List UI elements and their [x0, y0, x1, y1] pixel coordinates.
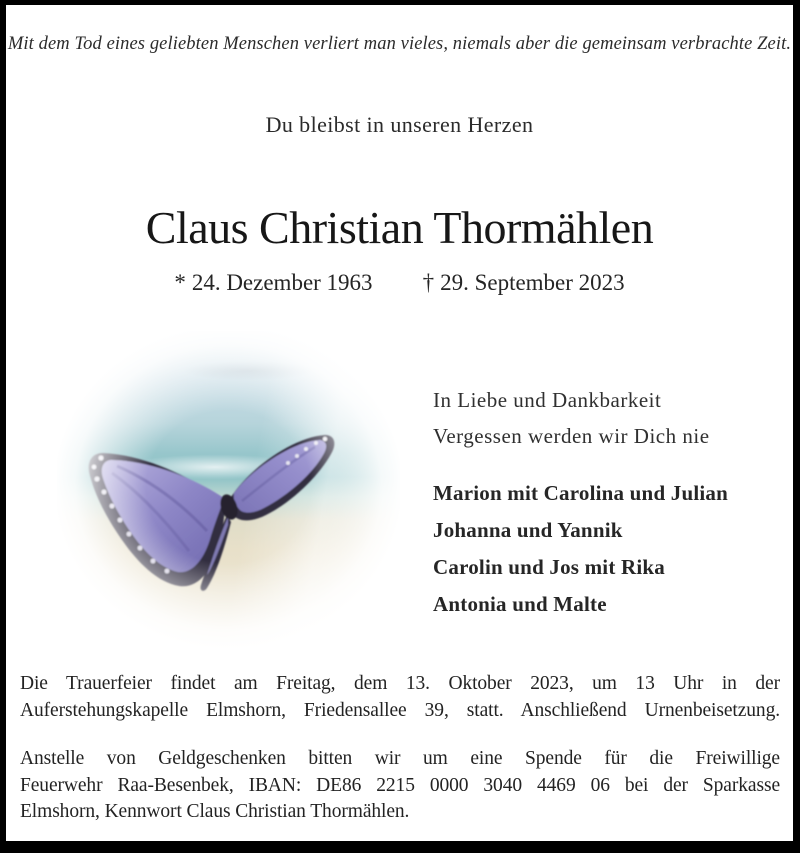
family-name: Marion mit Carolina und Julian — [433, 481, 728, 505]
tribute-line: Vergessen werden wir Dich nie — [433, 424, 710, 448]
birth-date-text: 24. Dezember 1963 — [191, 270, 373, 295]
donation-info-line: Anstelle von Geldgeschenken bitten wir um eine Spende für die Freiwillige — [20, 748, 780, 769]
family-name: Antonia und Malte — [433, 592, 607, 616]
donation-info-line: Elmshorn, Kennwort Claus Christian Thormählen. — [20, 801, 410, 822]
death-date — [423, 270, 625, 296]
born-star-symbol: * — [174, 270, 186, 295]
birth-date — [174, 270, 372, 296]
death-cross-symbol: † — [422, 270, 435, 295]
family-name: Johanna und Yannik — [433, 518, 623, 542]
butterfly-beach-photo — [57, 331, 400, 663]
tribute-line: In Liebe und Dankbarkeit — [433, 388, 662, 412]
funeral-info-line: Auferstehungskapelle Elmshorn, Friedensallee 39, statt. Anschließend Urnenbeisetzung. — [20, 699, 780, 721]
death-date-text: 29. September 2023 — [440, 270, 625, 295]
deceased-name: Claus Christian Thormählen — [145, 202, 654, 253]
family-name: Carolin und Jos mit Rika — [433, 555, 665, 579]
memorial-quote: Mit dem Tod eines geliebten Menschen verliert man vieles, niemals aber die gemeinsam verbrachte Zeit. — [7, 34, 792, 54]
funeral-info-paragraph — [20, 671, 780, 724]
tribute-text — [433, 382, 793, 454]
memorial-subtitle: Du bleibst in unseren Herzen — [265, 112, 534, 137]
donation-info-paragraph — [20, 746, 780, 826]
family-names — [433, 475, 793, 623]
donation-info-line: Feuerwehr Raa-Besenbek, IBAN: DE86 2215 0000 3040 4469 06 bei der Sparkasse — [20, 774, 780, 796]
funeral-info-line: Die Trauerfeier findet am Freitag, dem 13. Oktober 2023, um 13 Uhr in der — [20, 673, 780, 694]
obituary-page — [6, 5, 793, 841]
life-dates — [6, 270, 793, 296]
photo-vignette — [57, 331, 400, 663]
